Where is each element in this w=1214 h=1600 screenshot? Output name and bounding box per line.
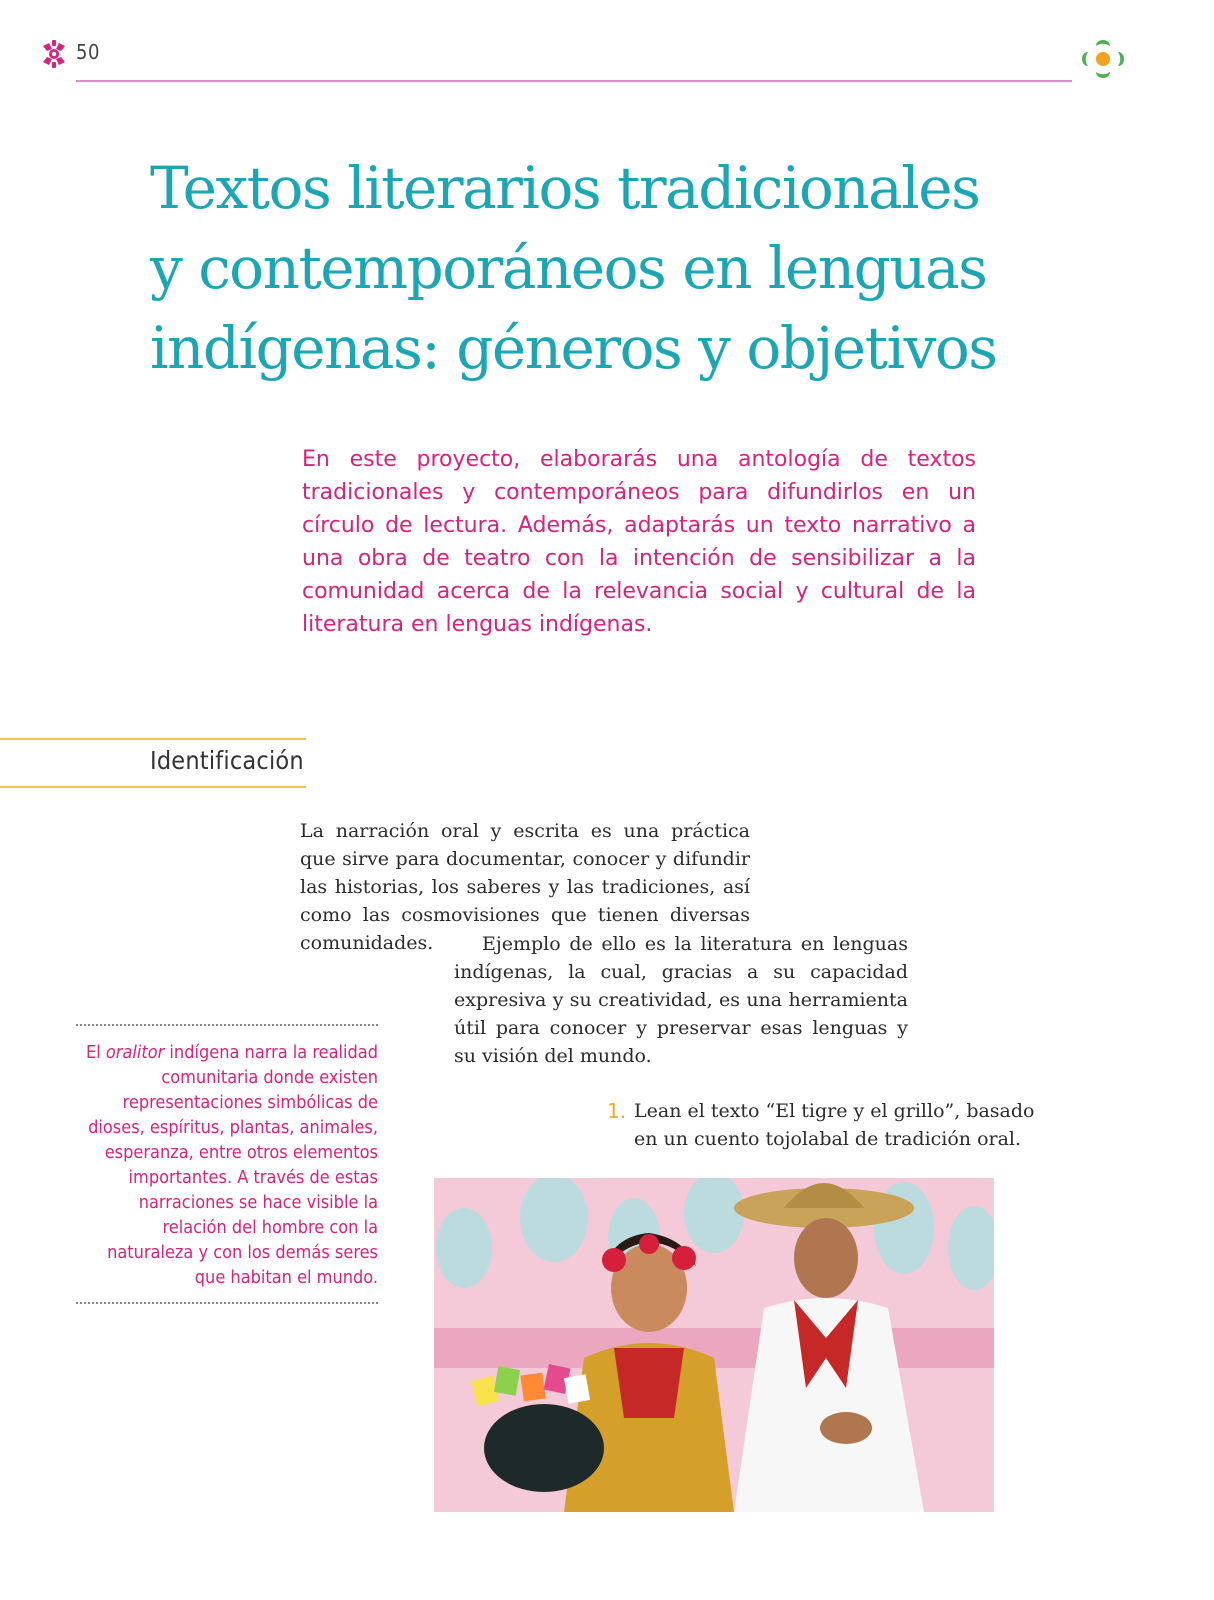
title-line: Textos literarios tradicionales <box>150 154 980 222</box>
body-paragraph: Ejemplo de ello es la literatura en lenguas indígenas, la cual, gracias a su capacidad expresiva y su creatividad, es una herramienta útil para conocer y preservar esas lenguas y su visión del mundo. <box>454 933 908 1067</box>
sidebar-text <box>76 1040 378 1290</box>
title-line: indígenas: géneros y objetivos <box>150 314 997 382</box>
project-intro: En este proyecto, elaborarás una antología de textos tradicionales y contemporáneos para difundirlos en un círculo de lectura. Además, adaptarás un texto narrativo a una obra de teatro con la intención de sensibilizar a la comunidad acerca de la relevancia social y cultural de la literatura en lenguas indígenas. <box>302 447 976 637</box>
activity-number: 1. <box>607 1099 627 1123</box>
four-element-flower-icon <box>1076 34 1130 84</box>
section-rule <box>0 786 306 788</box>
photo-illustration <box>434 1178 994 1512</box>
body-paragraph: La narración oral y escrita es una práctica que sirve para documentar, conocer y difundir las historias, los saberes y las tradiciones, así como las cosmovisiones que tienen diversas comunidades. <box>300 820 750 954</box>
page-number: 50 <box>76 40 100 64</box>
magenta-glyph-icon <box>40 40 68 68</box>
page-title <box>150 148 1050 388</box>
title-line: y contemporáneos en lenguas <box>150 234 987 302</box>
sidebar-body: indígena narra la realidad comunitaria donde existen representaciones simbólicas de dioses, espíritus, plantas, animales, esperanza, entre otros elementos importantes. A través de estas narraciones se hace visible la relación del hombre con la naturaleza y con los demás seres que habitan el mundo. <box>88 1042 378 1288</box>
activity-text: Lean el texto “El tigre y el grillo”, basado en un cuento tojolabal de tradición oral. <box>634 1100 1035 1150</box>
section-rule <box>0 738 306 740</box>
section-heading: Identificación <box>150 746 304 775</box>
sidebar-emphasis: oralitor <box>105 1042 165 1063</box>
sidebar-prefix: El <box>86 1042 106 1063</box>
sidebar-note <box>76 1024 378 1304</box>
folk-dancers-photo <box>434 1178 994 1512</box>
header-rule <box>76 80 1072 82</box>
